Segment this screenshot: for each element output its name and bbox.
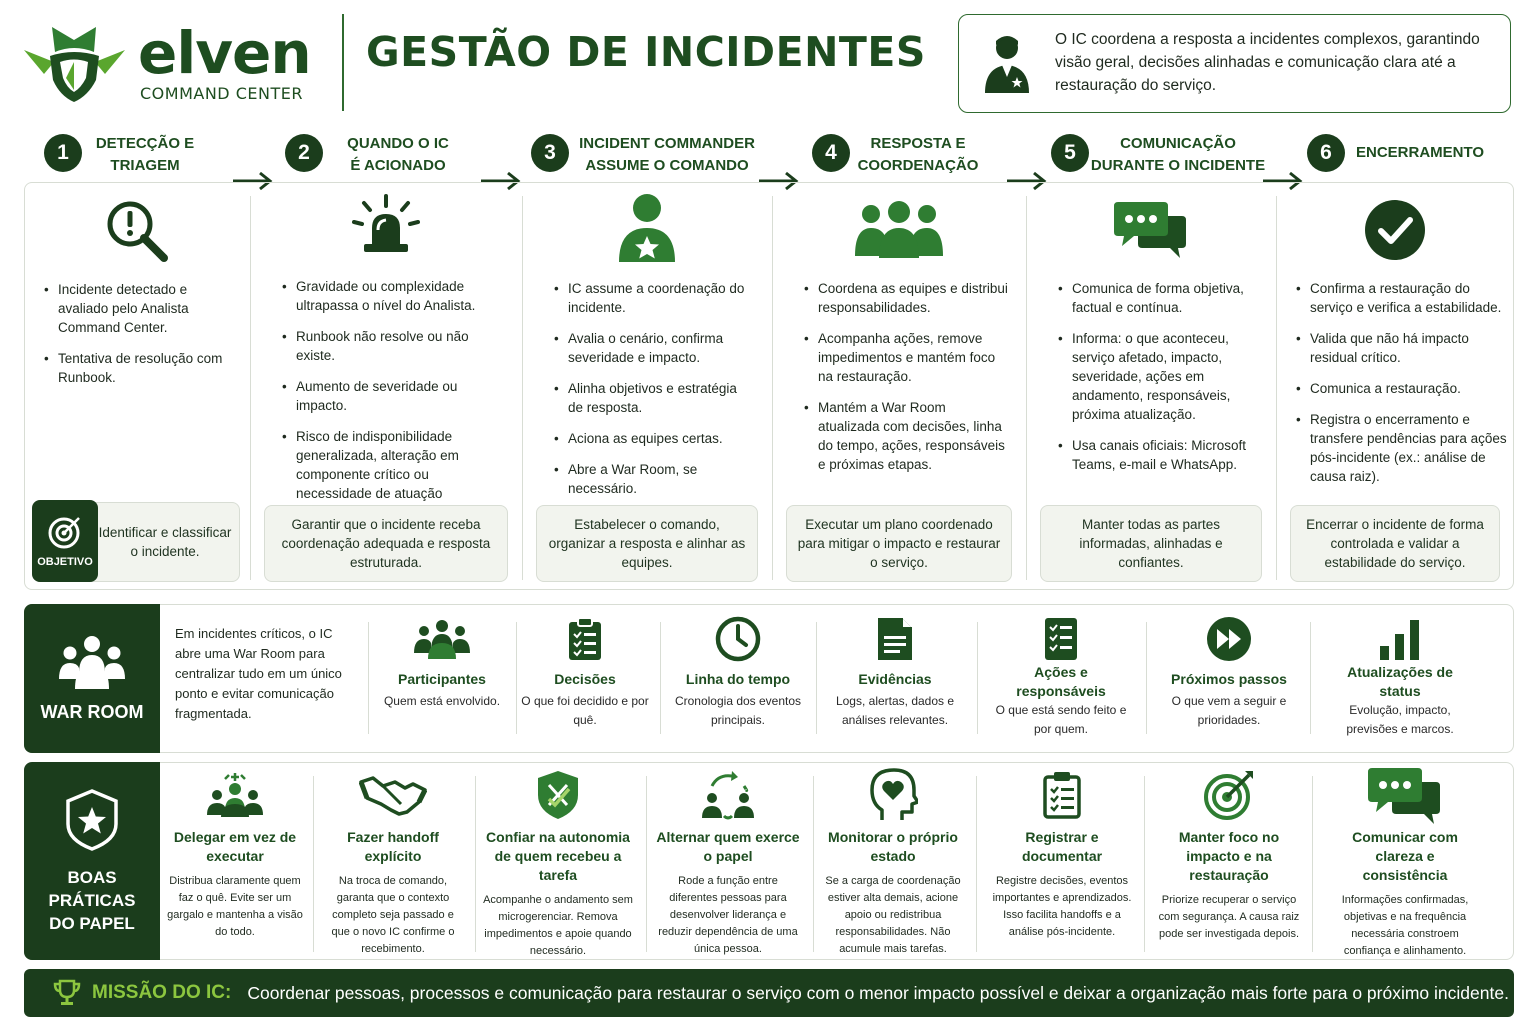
bullet-item: • Avalia o cenário, confirma severidade e impacto.	[554, 329, 754, 367]
objective-box-6	[1290, 505, 1500, 582]
best-practice-desc: Rode a função entre diferentes pessoas para desenvolver liderança e reduzir dependência de uma única pessoa.	[658, 875, 798, 955]
step-title-3	[572, 133, 762, 177]
best-practice-item-1	[165, 828, 305, 941]
step-title-6	[1356, 142, 1486, 164]
best-practice-item-5	[818, 828, 968, 958]
step-5-bullets	[1058, 279, 1258, 486]
step-title-line-2: ASSUME O COMANDO	[585, 157, 749, 174]
step-1-icon	[24, 198, 250, 269]
bullet-item: • Coordena as equipes e distribui responsabilidades.	[804, 279, 1008, 317]
war-room-intro: Em incidentes críticos, o IC abre uma War Room para centralizar tudo em um único ponto e evitar comunicação fragmentada.	[175, 626, 342, 721]
war-room-divider	[660, 622, 661, 734]
best-practice-desc: Registre decisões, eventos importantes e aprendizados. Isso facilita handoffs e a análise pós-incidente.	[992, 875, 1132, 938]
best-practice-icon-3	[518, 770, 598, 824]
bullet-item: • Tentativa de resolução com Runbook.	[44, 349, 224, 387]
best-practice-title: Alternar quem exerce o papel	[656, 829, 800, 864]
war-room-divider	[1310, 622, 1311, 734]
best-practice-desc: Se a carga de coordenação estiver alta demais, acione apoio ou redistribua responsabilidades. Não acumule mais tarefas.	[825, 875, 961, 955]
intro-text: O IC coordena a resposta a incidentes complexos, garantindo visão geral, decisões alinhadas e comunicação clara até a restauração do serviço.	[1055, 31, 1480, 94]
step-title-line-1: QUANDO O IC	[347, 135, 449, 152]
bullet-item: • Gravidade ou complexidade ultrapassa o nível do Analista.	[282, 277, 504, 315]
war-room-item-title: Ações e responsáveis	[1016, 664, 1106, 699]
fast-forward-icon	[1159, 614, 1299, 664]
best-practice-desc: Priorize recuperar o serviço com segurança. A causa raiz pode ser investigada depois.	[1158, 894, 1300, 940]
badge-star-icon	[64, 788, 120, 852]
chat-icon	[1368, 764, 1442, 831]
war-room-item-text-7	[1330, 663, 1470, 739]
step-title-line-1: DETECÇÃO E	[95, 135, 195, 152]
war-room-item-desc: Evolução, impacto, previsões e marcos.	[1346, 703, 1454, 736]
best-practice-title: Confiar na autonomia de quem recebeu a tarefa	[486, 829, 630, 883]
chat-icon	[1114, 247, 1188, 264]
checklist-icon	[991, 614, 1131, 664]
best-practice-divider	[475, 776, 476, 952]
best-practice-divider	[1144, 776, 1145, 952]
commander-icon	[981, 33, 1033, 95]
war-room-item-title: Linha do tempo	[685, 671, 791, 687]
bar-chart-icon	[1330, 614, 1470, 664]
best-practice-divider	[1312, 776, 1313, 952]
bullet-item: • Comunica de forma objetiva, factual e contínua.	[1058, 279, 1258, 317]
step-title-line-2: É ACIONADO	[350, 157, 446, 174]
check-circle-icon	[1363, 249, 1427, 266]
bullet-item: • Informa: o que aconteceu, serviço afetado, impacto, severidade, ações em andamento, responsáveis, próxima atualização.	[1058, 329, 1258, 424]
step-title-line-2: TRIAGEM	[110, 157, 180, 174]
best-practice-title: Delegar em vez de executar	[173, 829, 297, 864]
objective-text: Identificar e classificar o incidente.	[98, 525, 232, 559]
best-practice-item-4	[653, 828, 803, 958]
best-practice-icon-5	[853, 770, 933, 824]
war-room-item-text-1	[377, 670, 507, 711]
people-icon	[377, 614, 507, 664]
best-practice-item-3	[483, 828, 633, 960]
trophy-icon	[52, 978, 82, 1008]
best-practice-divider	[646, 776, 647, 952]
bullet-item: • Aciona as equipes certas.	[554, 429, 754, 448]
step-title-line-1: RESPOSTA E	[870, 135, 966, 152]
logo-subtitle: COMMAND CENTER	[140, 84, 303, 103]
clipboard-list-icon	[1043, 771, 1081, 824]
war-room-divider	[977, 622, 978, 734]
objective-box-5	[1040, 505, 1262, 582]
objective-text: Manter todas as partes informadas, alinhadas e confiantes.	[1079, 517, 1223, 570]
best-practice-title: Manter foco no impacto e na restauração	[1178, 829, 1280, 883]
objective-box-4	[786, 505, 1012, 582]
war-room-item-title: Participantes	[398, 671, 486, 687]
objective-label: OBJETIVO	[37, 556, 93, 568]
war-room-item-title: Evidências	[858, 671, 932, 687]
clock-icon	[673, 614, 803, 664]
bullet-item: • Valida que não há impacto residual crítico.	[1296, 329, 1508, 367]
step-4-bullets	[804, 279, 1008, 486]
war-room-item-4	[825, 614, 965, 664]
bullet-item: • Mantém a War Room atualizada com decisões, linha do tempo, ações, responsáveis e próximas etapas.	[804, 398, 1008, 474]
step-title-line-1: INCIDENT COMMANDER	[579, 135, 755, 152]
mission-text: Coordenar pessoas, processos e comunicação para restaurar o serviço com o menor impacto possível e deixar a organização mais forte para o próximo incidente.	[247, 982, 1509, 1003]
war-room-item-title: Atualizações de status	[1347, 664, 1453, 699]
war-room-item-title: Decisões	[554, 671, 616, 687]
logo-wordmark: elven	[138, 19, 311, 87]
best-practices-label-1: BOAS PRÁTICAS	[48, 867, 136, 910]
best-practice-title: Registrar e documentar	[1021, 829, 1103, 864]
clipboard-icon	[520, 614, 650, 664]
page-title: GESTÃO DE INCIDENTES	[366, 28, 926, 76]
step-number-2: 2	[285, 134, 323, 172]
best-practice-desc: Informações confirmadas, objetivas e na frequência necessária constroem confiança e alinhamento.	[1341, 894, 1469, 957]
best-practice-divider	[813, 776, 814, 952]
objective-text: Executar um plano coordenado para mitigar o impacto e restaurar o serviço.	[797, 517, 1001, 570]
step-number-4: 4	[812, 134, 850, 172]
step-number-5: 5	[1051, 134, 1089, 172]
war-room-item-1	[377, 614, 507, 664]
intro-box	[958, 14, 1511, 113]
war-room-label: WAR ROOM	[40, 701, 144, 722]
best-practice-icon-8	[1365, 770, 1445, 824]
objective-box-2	[264, 505, 508, 582]
siren-icon	[350, 247, 422, 264]
step-title-line-1: ENCERRAMENTO	[1356, 144, 1485, 161]
bullet-item: • Registra o encerramento e transfere pendências para ações pós-incidente (ex.: análise de causa raiz).	[1296, 410, 1508, 486]
objective-text: Garantir que o incidente receba coordenação adequada e resposta estruturada.	[281, 517, 491, 570]
bullet-item: • Alinha objetivos e estratégia de resposta.	[554, 379, 754, 417]
war-room-item-desc: Logs, alertas, dados e análises relevantes.	[835, 694, 955, 727]
step-2-icon	[250, 194, 522, 265]
war-room-item-7	[1330, 614, 1470, 664]
best-practices-label-2: DO PAPEL	[49, 913, 135, 933]
objective-text: Encerrar o incidente de forma controlada e validar a estabilidade do serviço.	[1306, 517, 1484, 570]
best-practice-item-8	[1333, 828, 1478, 960]
best-practice-icon-2	[353, 770, 433, 824]
bullet-item: • IC assume a coordenação do incidente.	[554, 279, 754, 317]
war-room-divider	[816, 622, 817, 734]
bullet-item: • Confirma a restauração do serviço e verifica a estabilidade.	[1296, 279, 1508, 317]
bullet-item: • Abre a War Room, se necessário.	[554, 460, 754, 498]
war-room-team-icon	[57, 635, 127, 690]
war-room-item-desc: O que foi decidido e por quê.	[521, 694, 649, 727]
war-room-item-text-6	[1159, 670, 1299, 730]
step-title-4	[823, 133, 1013, 177]
war-room-item-desc: O que vem a seguir e prioridades.	[1171, 694, 1287, 727]
war-room-item-text-3	[673, 670, 803, 730]
head-heart-icon	[868, 768, 918, 827]
step-title-line-1: COMUNICAÇÃO	[1120, 135, 1236, 152]
step-5-icon	[1026, 198, 1276, 265]
war-room-item-5	[991, 614, 1131, 664]
step-1-bullets	[44, 280, 224, 399]
war-room-item-desc: Quem está envolvido.	[383, 694, 501, 708]
bullet-item: • Comunica a restauração.	[1296, 379, 1508, 398]
war-room-item-2	[520, 614, 650, 664]
logo	[22, 22, 132, 107]
commander-icon	[617, 251, 677, 268]
document-icon	[825, 614, 965, 664]
step-6-icon	[1276, 198, 1514, 267]
step-6-bullets	[1296, 279, 1508, 498]
war-room-divider	[368, 622, 369, 734]
shield-icon	[535, 769, 581, 826]
best-practice-desc: Acompanhe o andamento sem microgerenciar. Remova impedimentos e apoie quando necessário.	[483, 894, 633, 957]
best-practice-desc: Distribua claramente quem faz o quê. Evite ser um gargalo e mantenha a visão do todo.	[167, 875, 303, 938]
step-number-3: 3	[531, 134, 569, 172]
best-practice-title: Monitorar o próprio estado	[828, 829, 958, 864]
step-title-2	[303, 133, 493, 177]
step-title-line-2: COORDENAÇÃO	[857, 157, 979, 174]
step-title-5	[1083, 133, 1273, 177]
war-room-item-desc: Cronologia dos eventos principais.	[674, 694, 802, 727]
objective-badge	[32, 500, 98, 582]
step-3-icon	[522, 192, 772, 269]
step-title-1	[50, 133, 240, 177]
step-3-bullets	[554, 279, 754, 510]
elven-logo-icon	[22, 22, 127, 107]
best-practice-divider	[313, 776, 314, 952]
best-practice-item-2	[326, 828, 461, 958]
best-practice-title: Fazer handoff explícito	[347, 829, 439, 864]
magnifier-alert-icon	[104, 251, 170, 268]
rotate-people-icon	[698, 770, 758, 825]
best-practice-icon-6	[1022, 770, 1102, 824]
mission-bar	[24, 969, 1514, 1017]
war-room-item-6	[1159, 614, 1299, 664]
war-room-label-block	[24, 604, 160, 753]
best-practices-label-block	[24, 762, 160, 960]
step-number-6: 6	[1307, 134, 1345, 172]
step-number-1: 1	[44, 134, 82, 172]
war-room-item-desc: O que está sendo feito e por quem.	[995, 703, 1127, 736]
bullet-item: • Acompanha ações, remove impedimentos e mantém foco na restauração.	[804, 329, 1008, 386]
bullet-item: • Risco de indisponibilidade generalizada, alteração em componente crítico ou necessidade de atuação	[282, 427, 504, 522]
step-title-line-2: DURANTE O INCIDENTE	[1090, 157, 1266, 174]
bullet-item: • Aumento de severidade ou impacto.	[282, 377, 504, 415]
bullet-item: • Runbook não resolve ou não existe.	[282, 327, 504, 365]
war-room-item-text-4	[825, 670, 965, 730]
delegate-icon	[205, 771, 265, 824]
war-room-item-text-2	[520, 670, 650, 730]
war-room-item-title: Próximos passos	[1171, 671, 1287, 687]
war-room-divider	[1146, 622, 1147, 734]
objective-text: Estabelecer o comando, organizar a resposta e alinhar as equipes.	[548, 517, 746, 570]
best-practice-desc: Na troca de comando, garanta que o contexto completo seja passado e que o novo IC confirme o recebimento.	[331, 875, 455, 955]
best-practice-title: Comunicar com clareza e consistência	[1352, 829, 1458, 883]
war-room-divider	[516, 622, 517, 734]
step-2-bullets	[282, 277, 504, 534]
team-icon	[851, 247, 947, 264]
war-room-item-3	[673, 614, 803, 664]
mission-label: MISSÃO DO IC:	[92, 982, 232, 1003]
best-practice-icon-1	[195, 770, 275, 824]
best-practice-icon-4	[688, 770, 768, 824]
bullet-item: • Usa canais oficiais: Microsoft Teams, e-mail e WhatsApp.	[1058, 436, 1258, 474]
step-4-icon	[772, 200, 1026, 265]
target-icon	[47, 514, 83, 550]
objective-box-3	[536, 505, 758, 582]
best-practice-item-6	[987, 828, 1137, 941]
best-practice-item-7	[1154, 828, 1304, 943]
bullet-item: • Incidente detectado e avaliado pelo Analista Command Center.	[44, 280, 224, 337]
best-practice-divider	[976, 776, 977, 952]
handshake-icon	[359, 772, 427, 823]
header-divider	[342, 14, 344, 111]
war-room-item-text-5	[991, 663, 1131, 739]
target-icon	[1203, 769, 1255, 826]
best-practice-icon-7	[1189, 770, 1269, 824]
